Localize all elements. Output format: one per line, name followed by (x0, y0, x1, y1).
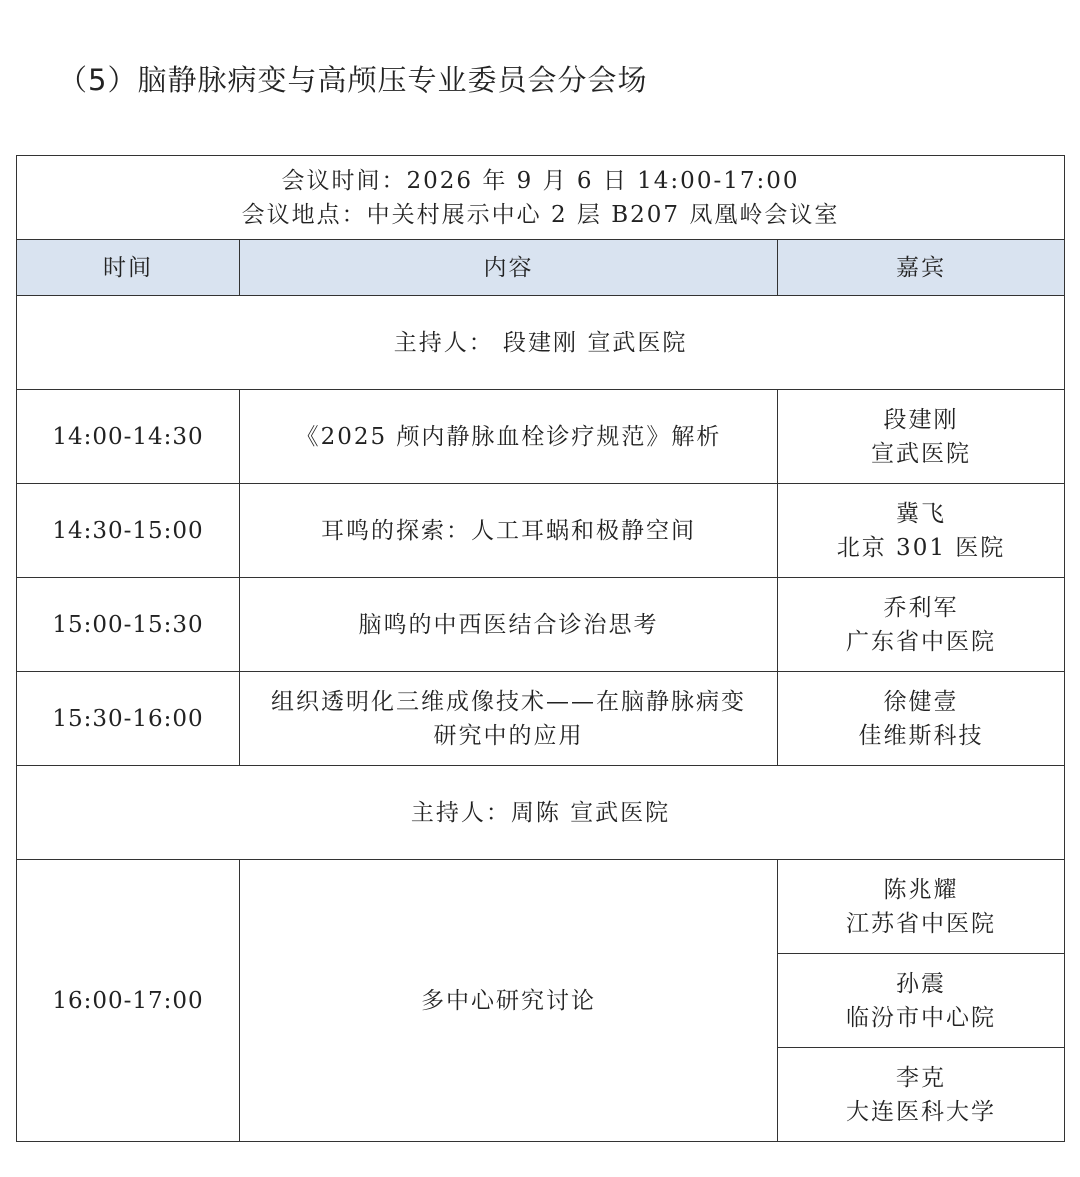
speaker-name: 乔利军 (883, 594, 959, 621)
host-1: 主持人： 段建刚 宣武医院 (17, 296, 1065, 390)
table-row (17, 860, 1065, 954)
speaker-org: 临汾市中心院 (846, 1004, 997, 1031)
session-topic-line: 组织透明化三维成像技术——在脑静脉病变 (271, 688, 746, 715)
speaker-org: 北京 301 医院 (836, 534, 1006, 561)
header-time: 时间 (17, 240, 240, 296)
speaker-name: 段建刚 (883, 406, 959, 433)
session-guest (778, 672, 1065, 766)
session-topic-line: 《2025 颅内静脉血栓诊疗规范》解析 (295, 423, 722, 450)
meeting-info-cell (17, 156, 1065, 240)
meeting-info-row (17, 156, 1065, 240)
meeting-time: 会议时间：2026 年 9 月 6 日 14:00-17:00 (281, 167, 800, 194)
session-guest (778, 578, 1065, 672)
session-guest (778, 954, 1065, 1048)
speaker-org: 江苏省中医院 (846, 910, 997, 937)
session-topic-line: 脑鸣的中西医结合诊治思考 (358, 611, 659, 638)
session-guest (778, 390, 1065, 484)
table-row (17, 484, 1065, 578)
session-time: 16:00-17:00 (17, 860, 240, 1142)
meeting-location: 会议地点：中关村展示中心 2 层 B207 凤凰岭会议室 (241, 201, 840, 228)
host-row-1 (17, 296, 1065, 390)
session-topic (240, 484, 778, 578)
session-time: 15:30-16:00 (17, 672, 240, 766)
session-guest (778, 1048, 1065, 1142)
host-2: 主持人：周陈 宣武医院 (17, 766, 1065, 860)
session-guest (778, 860, 1065, 954)
table-row (17, 578, 1065, 672)
session-guest (778, 484, 1065, 578)
header-content: 内容 (240, 240, 778, 296)
session-topic: 多中心研究讨论 (240, 860, 778, 1142)
table-header-row (17, 240, 1065, 296)
session-topic (240, 578, 778, 672)
page-title: （5）脑静脉病变与高颅压专业委员会分会场 (58, 63, 648, 97)
session-topic (240, 672, 778, 766)
speaker-org: 广东省中医院 (846, 628, 997, 655)
table-row (17, 672, 1065, 766)
speaker-name: 徐健壹 (883, 688, 959, 715)
host-row-2 (17, 766, 1065, 860)
header-guest: 嘉宾 (778, 240, 1065, 296)
speaker-name: 陈兆耀 (883, 876, 959, 903)
schedule-table (16, 155, 1065, 1142)
session-topic-line: 研究中的应用 (433, 722, 584, 749)
session-time: 15:00-15:30 (17, 578, 240, 672)
speaker-name: 冀飞 (896, 500, 947, 527)
speaker-name: 孙震 (896, 970, 947, 997)
session-topic-line: 耳鸣的探索：人工耳蜗和极静空间 (321, 517, 696, 544)
session-time: 14:00-14:30 (17, 390, 240, 484)
speaker-org: 宣武医院 (871, 440, 972, 467)
table-row (17, 390, 1065, 484)
speaker-name: 李克 (896, 1064, 947, 1091)
session-time: 14:30-15:00 (17, 484, 240, 578)
speaker-org: 佳维斯科技 (858, 722, 984, 749)
session-topic (240, 390, 778, 484)
speaker-org: 大连医科大学 (846, 1098, 997, 1125)
